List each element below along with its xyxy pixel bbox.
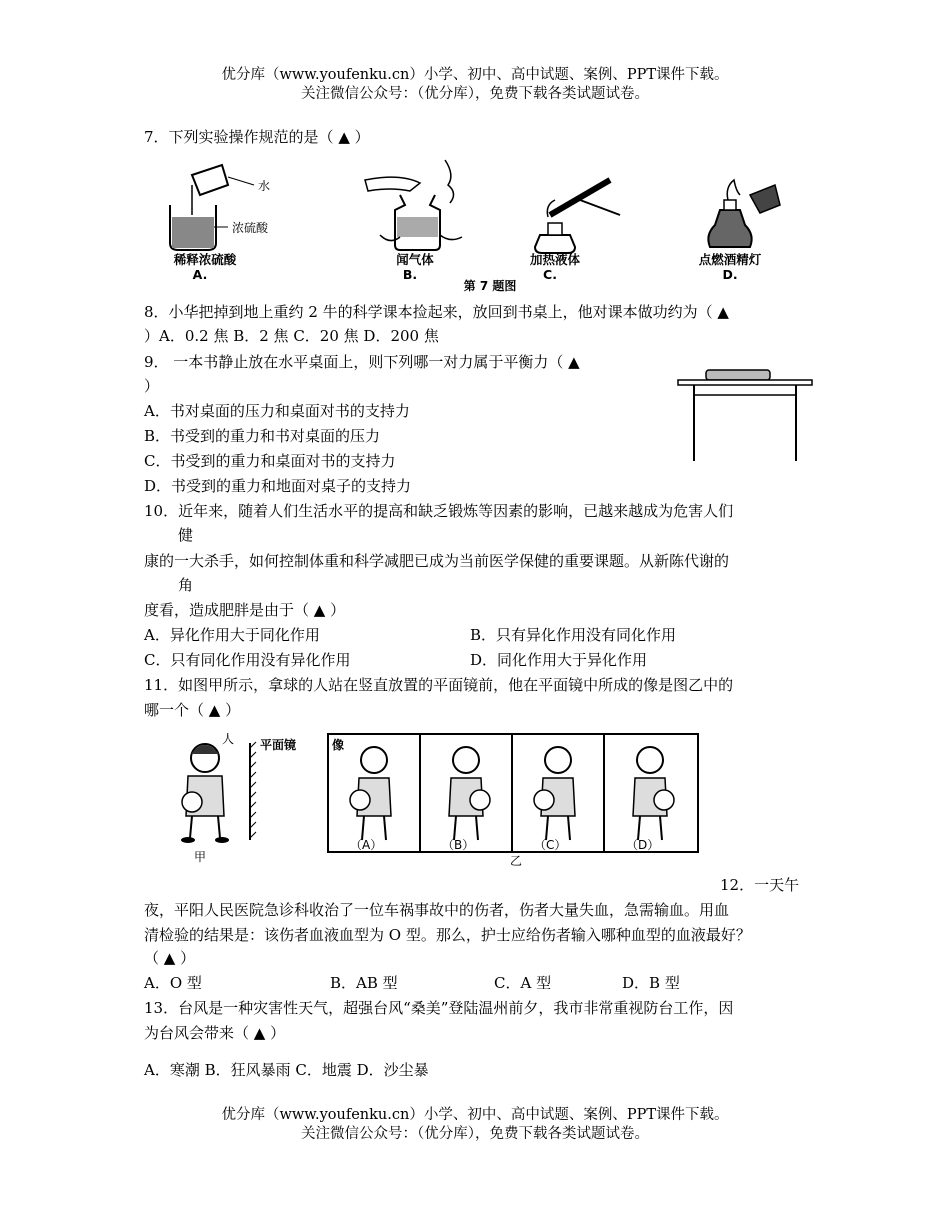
q9-table-figure — [676, 365, 816, 465]
label-mirror: 平面镜 — [260, 738, 297, 752]
q8-line-1: 8．小华把掉到地上重约 2 牛的科学课本捡起来，放回到书桌上，他对课本做功约为（ ▲ — [144, 303, 729, 321]
q10-line-1: 10．近年来，随着人们生活水平的提高和缺乏锻炼等因素的影响，已越来越成为危害人们 — [144, 502, 734, 520]
q9-option-b: B．书受到的重力和书对桌面的压力 — [144, 427, 381, 445]
choice-b-label: （B） — [442, 838, 475, 852]
table-with-book-drawing — [676, 365, 816, 465]
footer-line-1: 优分库（www.youfenku.cn）小学、初中、高中试题、案例、PPT课件下载。 — [221, 1107, 729, 1123]
q12-option-d: D．B 型 — [622, 974, 680, 992]
q10-line-3: 度看，造成肥胖是由于（ ▲ ） — [144, 601, 346, 619]
q12-line-1: 夜，平阳人民医院急诊科收治了一位车祸事故中的伤者，伤者大量失血，急需输血。用血 — [144, 901, 730, 919]
q9-option-d: D．书受到的重力和地面对桌子的支持力 — [144, 477, 412, 495]
q12-line-2: 清检验的结果是：该伤者血液血型为 O 型。那么，护士应给伤者输入哪种血型的血液最好？ — [144, 926, 751, 944]
q8-line-2: ）A．0.2 焦 B．2 焦 C．20 焦 D．200 焦 — [144, 327, 439, 345]
option-a-letter: A. — [192, 267, 208, 282]
label-water: 水 — [258, 179, 271, 193]
q10-option-d: D．同化作用大于异化作用 — [470, 651, 648, 669]
choice-c-label: （C） — [534, 838, 567, 852]
q9-option-c: C．书受到的重力和桌面对书的支持力 — [144, 452, 396, 470]
option-a-name: 稀释浓硫酸 — [173, 252, 237, 267]
label-person: 人 — [222, 732, 235, 746]
q10-line-2: 康的一大杀手，如何控制体重和科学减肥已成为当前医学保健的重要课题。从新陈代谢的 — [144, 552, 730, 570]
light-lamp-illustration — [708, 180, 780, 247]
option-d-name: 点燃酒精灯 — [698, 252, 762, 267]
q7-figure — [150, 155, 810, 295]
q10-line-2b: 角 — [178, 576, 194, 594]
option-b-name: 闻气体 — [396, 252, 434, 267]
q12-option-b: B．AB 型 — [330, 974, 398, 992]
q12-line-3: （ ▲ ） — [144, 949, 196, 967]
heat-liquid-illustration — [535, 180, 620, 253]
label-yi: 乙 — [510, 854, 523, 868]
q9-line-2: ） — [144, 377, 160, 395]
q7-figure-caption: 第 7 题图 — [463, 279, 517, 293]
header-line-1: 优分库（www.youfenku.cn）小学、初中、高中试题、案例、PPT课件下载。 — [221, 67, 729, 83]
option-c-letter: C. — [543, 267, 557, 282]
dilute-acid-illustration — [170, 165, 254, 250]
q13-line-1: 13．台风是一种灾害性天气，超强台风“桑美”登陆温州前夕，我市非常重视防台工作，因 — [144, 999, 734, 1017]
q10-line-1b: 健 — [178, 526, 194, 544]
q10-option-a: A．异化作用大于同化作用 — [144, 626, 320, 644]
label-jia: 甲 — [194, 850, 207, 864]
q10-option-b: B．只有异化作用没有同化作用 — [470, 626, 677, 644]
option-b-letter: B. — [402, 267, 418, 282]
q11-line-2: 哪一个（ ▲ ） — [144, 701, 241, 719]
label-image: 像 — [332, 738, 345, 752]
footer-line-2: 关注微信公众号：（优分库），免费下载各类试题试卷。 — [301, 1126, 649, 1142]
choice-d-label: （D） — [626, 838, 660, 852]
q13-options: A．寒潮 B．狂风暴雨 C．地震 D．沙尘暴 — [144, 1061, 429, 1079]
q12-line-0: 12．一天午 — [720, 876, 800, 894]
mirror-figure-drawing — [160, 728, 705, 868]
option-c-name: 加热液体 — [529, 252, 580, 267]
q11-figure — [160, 728, 705, 868]
q12-option-a: A．O 型 — [144, 974, 202, 992]
header-line-2: 关注微信公众号：（优分库），免费下载各类试题试卷。 — [301, 86, 649, 102]
q11-line-1: 11．如图甲所示，拿球的人站在竖直放置的平面镜前，他在平面镜中所成的像是图乙中的 — [144, 676, 734, 694]
q13-line-2: 为台风会带来（ ▲ ） — [144, 1024, 286, 1042]
label-concentrated-acid: 浓硫酸 — [232, 221, 269, 235]
option-d-letter: D. — [722, 267, 738, 282]
q10-option-c: C．只有同化作用没有异化作用 — [144, 651, 351, 669]
q12-option-c: C．A 型 — [494, 974, 552, 992]
smell-gas-illustration — [365, 160, 462, 250]
choice-a-label: （A） — [350, 838, 383, 852]
q9-line-1: 9． 一本书静止放在水平桌面上，则下列哪一对力属于平衡力（ ▲ — [144, 353, 580, 371]
q9-option-a: A．书对桌面的压力和桌面对书的支持力 — [144, 402, 410, 420]
person-jia — [181, 744, 229, 843]
q7-stem: 7．下列实验操作规范的是（ ▲ ） — [144, 128, 370, 146]
